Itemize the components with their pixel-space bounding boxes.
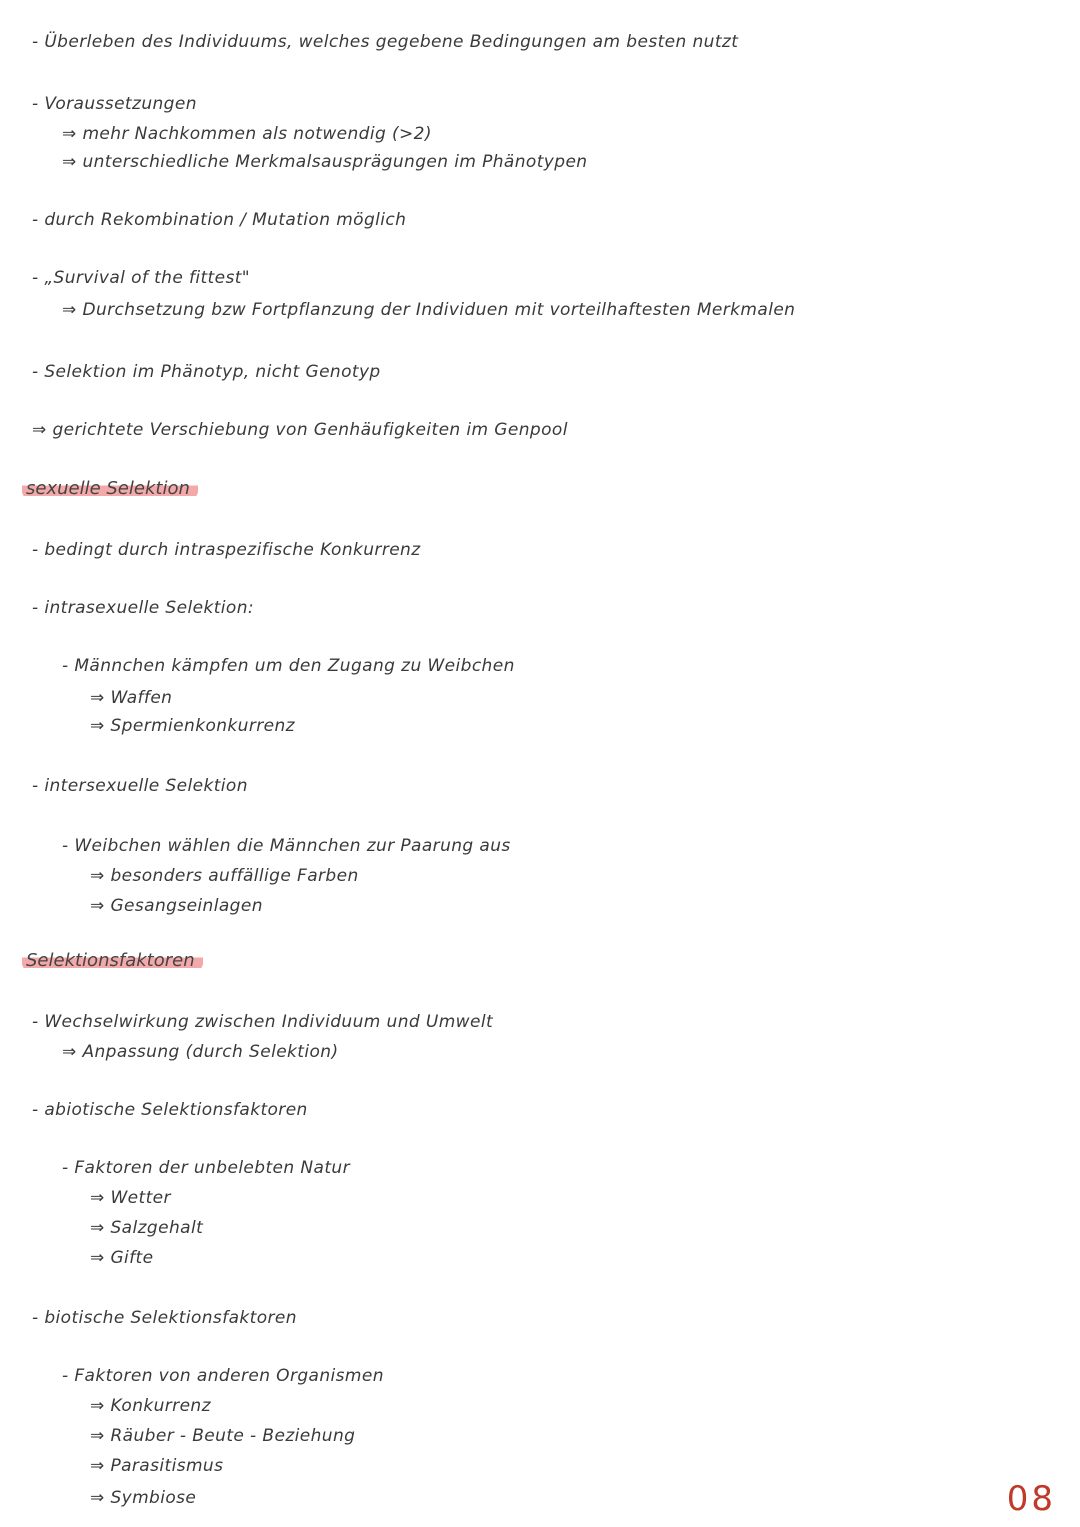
note-line: ⇒ Spermienkonkurrenz <box>90 716 295 736</box>
note-line: ⇒ Parasitismus <box>90 1456 224 1476</box>
note-line: ⇒ besonders auffällige Farben <box>90 866 359 886</box>
note-line: - durch Rekombination / Mutation möglich <box>32 210 407 230</box>
note-line: ⇒ Waffen <box>90 688 173 708</box>
note-line: ⇒ mehr Nachkommen als notwendig (>2) <box>62 124 432 144</box>
note-line: - „Survival of the fittest" <box>32 268 251 288</box>
heading-selection-factors: Selektionsfaktoren <box>22 950 203 971</box>
note-line: ⇒ unterschiedliche Merkmalsausprägungen im Phänotypen <box>62 152 588 172</box>
note-line: - bedingt durch intraspezifische Konkurrenz <box>32 540 421 560</box>
note-line: - Männchen kämpfen um den Zugang zu Weibchen <box>62 656 515 676</box>
note-line: - intersexuelle Selektion <box>32 776 248 796</box>
note-line: - Faktoren von anderen Organismen <box>62 1366 384 1386</box>
note-line: ⇒ Räuber - Beute - Beziehung <box>90 1426 356 1446</box>
note-line: ⇒ Salzgehalt <box>90 1218 204 1238</box>
note-line: ⇒ gerichtete Verschiebung von Genhäufigkeiten im Genpool <box>32 420 568 440</box>
note-line: ⇒ Gifte <box>90 1248 154 1268</box>
note-line: - intrasexuelle Selektion: <box>32 598 254 618</box>
page-number: 08 <box>1006 1479 1056 1519</box>
note-line: ⇒ Anpassung (durch Selektion) <box>62 1042 339 1062</box>
note-line: - abiotische Selektionsfaktoren <box>32 1100 308 1120</box>
note-line: - Selektion im Phänotyp, nicht Genotyp <box>32 362 381 382</box>
note-line: ⇒ Konkurrenz <box>90 1396 211 1416</box>
note-line: ⇒ Gesangseinlagen <box>90 896 263 916</box>
note-line: - Weibchen wählen die Männchen zur Paarung aus <box>62 836 511 856</box>
note-line: ⇒ Durchsetzung bzw Fortpflanzung der Individuen mit vorteilhaftesten Merkmalen <box>62 300 796 320</box>
note-line: - biotische Selektionsfaktoren <box>32 1308 297 1328</box>
note-line: - Voraussetzungen <box>32 94 197 114</box>
note-line: - Überleben des Individuums, welches gegebene Bedingungen am besten nutzt <box>32 32 739 52</box>
note-line: - Faktoren der unbelebten Natur <box>62 1158 350 1178</box>
note-line: - Wechselwirkung zwischen Individuum und Umwelt <box>32 1012 494 1032</box>
note-line: ⇒ Wetter <box>90 1188 171 1208</box>
heading-sexual-selection: sexuelle Selektion <box>22 478 198 499</box>
note-line: ⇒ Symbiose <box>90 1488 197 1508</box>
